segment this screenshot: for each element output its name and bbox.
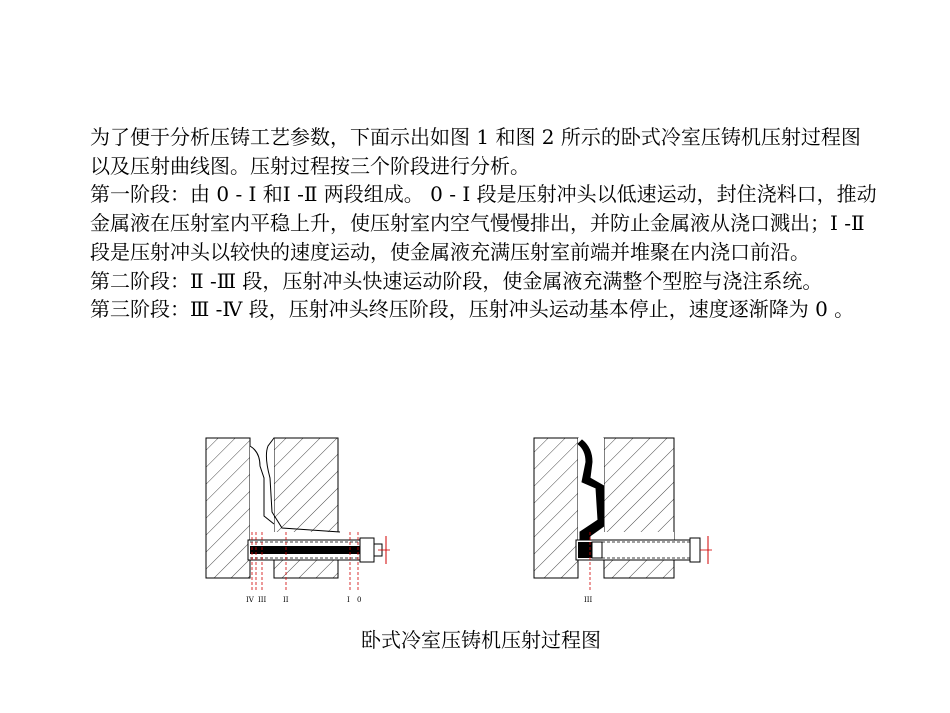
label-iv: IV [246, 596, 254, 604]
stage-three-paragraph: 第三阶段：Ⅲ -Ⅳ 段，压射冲头终压阶段，压射冲头运动基本停止，速度逐渐降为 0 。 [90, 297, 855, 322]
plunger [592, 542, 602, 558]
label-0: 0 [357, 596, 362, 604]
injection-process-diagram-right [520, 432, 720, 607]
fixed-die [206, 438, 250, 578]
label-iii: III [258, 596, 267, 604]
injection-process-diagram-left [190, 432, 410, 607]
label-iii: III [584, 596, 593, 604]
metal-liquid [250, 546, 360, 554]
stage-two-paragraph: 第二阶段：Ⅱ -Ⅲ 段，压射冲头快速运动阶段，使金属液充满整个型腔与浇注系统。 [90, 268, 823, 293]
plunger [360, 538, 374, 562]
label-ii: II [283, 596, 289, 604]
label-i: I [347, 596, 350, 604]
body-text [90, 123, 880, 324]
intro-paragraph: 为了便于分析压铸工艺参数，下面示出如图 1 和图 2 所示的卧式冷室压铸机压射过程图以及压射曲线图。压射过程按三个阶段进行分析。 [90, 125, 861, 178]
figure-caption: 卧式冷室压铸机压射过程图 [361, 628, 601, 652]
fixed-die [534, 438, 578, 578]
stage-one-paragraph: 第一阶段：由 0 - Ⅰ 和Ⅰ -Ⅱ 两段组成。 0 - Ⅰ 段是压射冲头以低速运动，封住浇料口，推动金属液在压射室内平稳上升，使压射室内空气慢慢排出，并防止金属液从浇口溅出；Ⅰ -Ⅱ 段是压射冲头以较快的速度运动，使金属液充满压射室前端并堆聚在内浇口前沿。 [90, 182, 877, 264]
